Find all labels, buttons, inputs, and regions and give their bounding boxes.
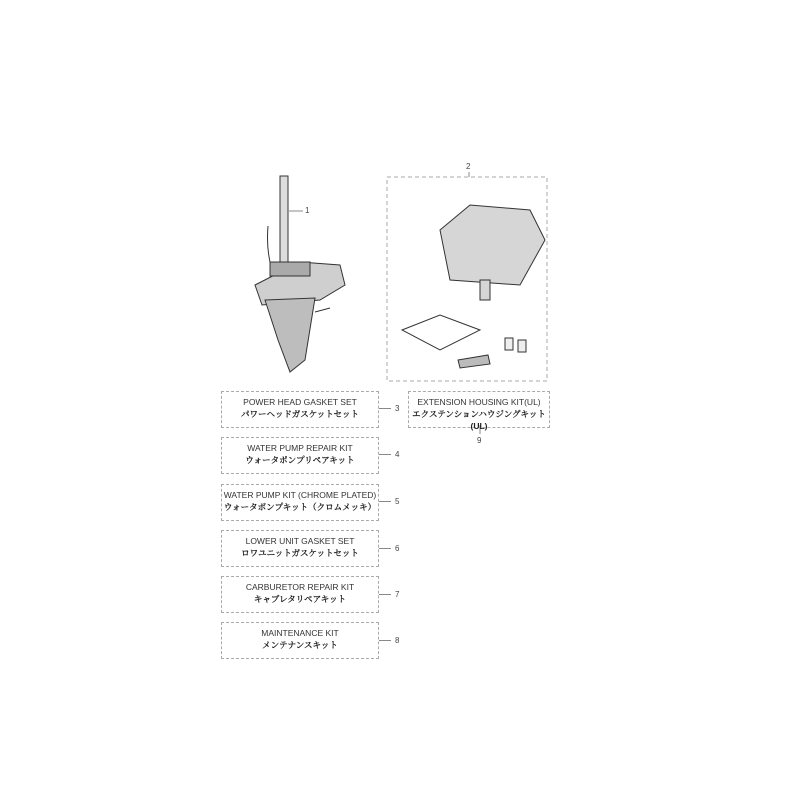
kit-name-jp: メンテナンスキット <box>262 640 338 650</box>
kit-name-jp: エクステンションハウジングキット(UL) <box>412 409 546 431</box>
leader-line <box>379 594 391 595</box>
callout-3: 3 <box>395 404 400 413</box>
kit-name-jp: ウォータポンプキット（クロムメッキ） <box>223 502 377 512</box>
kit-name-jp: ウォータポンプリペアキット <box>245 455 355 465</box>
kit-water-pump-repair[interactable] <box>221 437 379 474</box>
kit-name-en: WATER PUMP REPAIR KIT <box>247 443 353 453</box>
kit-name-jp: パワーヘッドガスケットセット <box>240 409 360 419</box>
leader-line <box>379 454 391 455</box>
kit-name-en: CARBURETOR REPAIR KIT <box>245 582 355 592</box>
kit-maintenance[interactable] <box>221 622 379 659</box>
callout-1: 1 <box>305 206 310 215</box>
kit-name-en: WATER PUMP KIT (CHROME PLATED) <box>223 490 377 500</box>
callout-8: 8 <box>395 636 400 645</box>
lower-unit-drawing <box>255 176 345 372</box>
callout-6: 6 <box>395 544 400 553</box>
kit-water-pump-chrome[interactable] <box>221 484 379 521</box>
callout-7: 7 <box>395 590 400 599</box>
power-head-drawing <box>402 205 545 368</box>
kit-name-en: EXTENSION HOUSING KIT(UL) <box>417 397 541 407</box>
leader-line <box>379 548 391 549</box>
kit-power-head-gasket[interactable] <box>221 391 379 428</box>
callout-2: 2 <box>466 162 471 171</box>
leader-line <box>379 640 391 641</box>
callout-9: 9 <box>477 436 482 445</box>
leader-line <box>379 501 391 502</box>
kit-carburetor-repair[interactable] <box>221 576 379 613</box>
kit-name-jp: キャブレタリペアキット <box>253 594 347 604</box>
kit-extension-housing[interactable] <box>408 391 550 431</box>
callout-4: 4 <box>395 450 400 459</box>
callout-5: 5 <box>395 497 400 506</box>
leader-line <box>379 408 391 409</box>
kit-lower-unit-gasket[interactable] <box>221 530 379 567</box>
kit-name-jp: ロワユニットガスケットセット <box>241 548 359 558</box>
kit-name-en: LOWER UNIT GASKET SET <box>245 536 355 546</box>
kit-name-en: POWER HEAD GASKET SET <box>243 397 357 407</box>
kit-name-en: MAINTENANCE KIT <box>261 628 339 638</box>
